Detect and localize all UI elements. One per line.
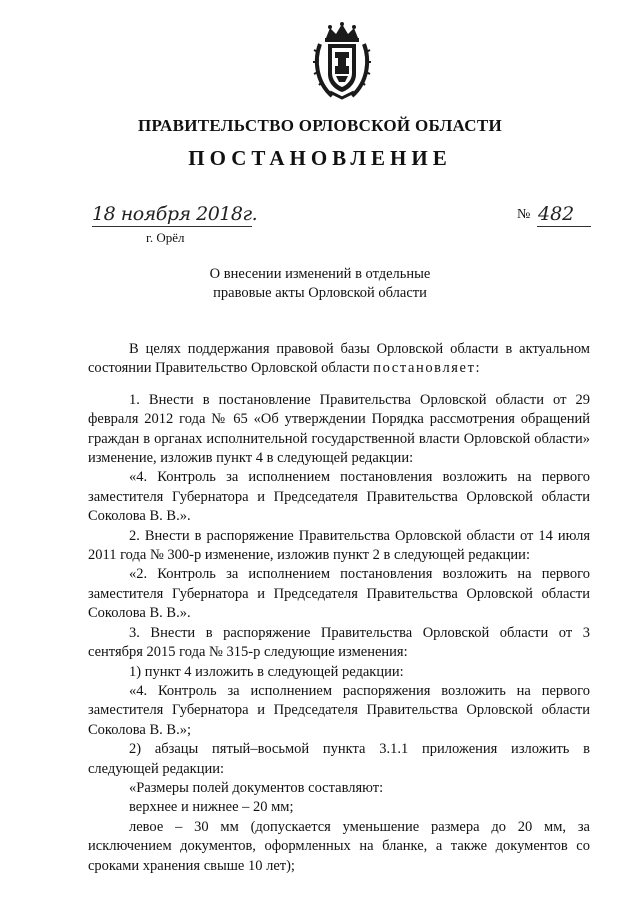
paragraph-2-quote: «2. Контроль за исполнением постановления возложить на первого заместителя Губернатора и Председателя Правительства Орловской области Соколова В. В.».	[88, 566, 590, 622]
coat-of-arms-icon	[312, 22, 372, 102]
subject-line-1: О внесении изменений в отдельные	[209, 266, 431, 282]
handwritten-number: 482	[538, 203, 575, 225]
city-label: г. Орёл	[146, 230, 185, 245]
number-underline	[537, 226, 591, 227]
document-subject	[0, 265, 640, 303]
paragraph-3: 3. Внести в распоряжение Правительства Орловской области от 3 сентября 2015 года № 315-р следующие изменения:	[88, 624, 590, 661]
margins-left: левое – 30 мм (допускается уменьшение размера до 20 мм, за исключением документов, оформленных на бланке, а также документов со сроками хранения свыше 10 лет);	[88, 818, 590, 874]
margins-top-bottom: верхнее и нижнее – 20 мм;	[129, 799, 294, 816]
number-label: №	[517, 207, 531, 222]
preamble-text: В целях поддержания правовой базы Орловской области в актуальном состоянии Правительство Орловской области	[88, 341, 590, 377]
paragraph-3-item-1: 1) пункт 4 изложить в следующей редакции:	[129, 663, 404, 680]
margins-intro: «Размеры полей документов составляют:	[129, 779, 384, 796]
paragraph-1-quote: «4. Контроль за исполнением постановления возложить на первого заместителя Губернатора и Председателя Правительства Орловской области Соколова В. В.».	[88, 469, 590, 525]
date-underline	[92, 226, 252, 227]
document-type-title: ПОСТАНОВЛЕНИЕ	[188, 146, 452, 170]
paragraph-2: 2. Внести в распоряжение Правительства Орловской области от 14 июля 2011 года № 300-р изменение, изложив пункт 2 в следующей редакции:	[88, 527, 590, 564]
preamble-keyword: постановляет	[373, 360, 476, 377]
preamble-paragraph	[88, 340, 590, 379]
subject-line-2: правовые акты Орловской области	[213, 285, 427, 301]
authority-title: ПРАВИТЕЛЬСТВО ОРЛОВСКОЙ ОБЛАСТИ	[137, 116, 503, 135]
preamble-colon: :	[475, 360, 480, 377]
paragraph-1: 1. Внести в постановление Правительства Орловской области от 29 февраля 2012 года № 65 «Об утверждении Порядка рассмотрения обращений граждан в органах исполнительной государственной власти Орловской области» изменение, изложив пункт 4 в следующей редакции:	[88, 391, 590, 467]
document-body	[88, 340, 590, 876]
paragraph-3-item-2: 2) абзацы пятый–восьмой пункта 3.1.1 приложения изложить в следующей редакции:	[88, 741, 590, 777]
handwritten-date: 18 ноября 2018г.	[92, 203, 258, 225]
paragraph-3-item-1-quote: «4. Контроль за исполнением распоряжения возложить на первого заместителя Губернатора и Председателя Правительства Орловской области Соколова В. В.»;	[88, 682, 590, 738]
